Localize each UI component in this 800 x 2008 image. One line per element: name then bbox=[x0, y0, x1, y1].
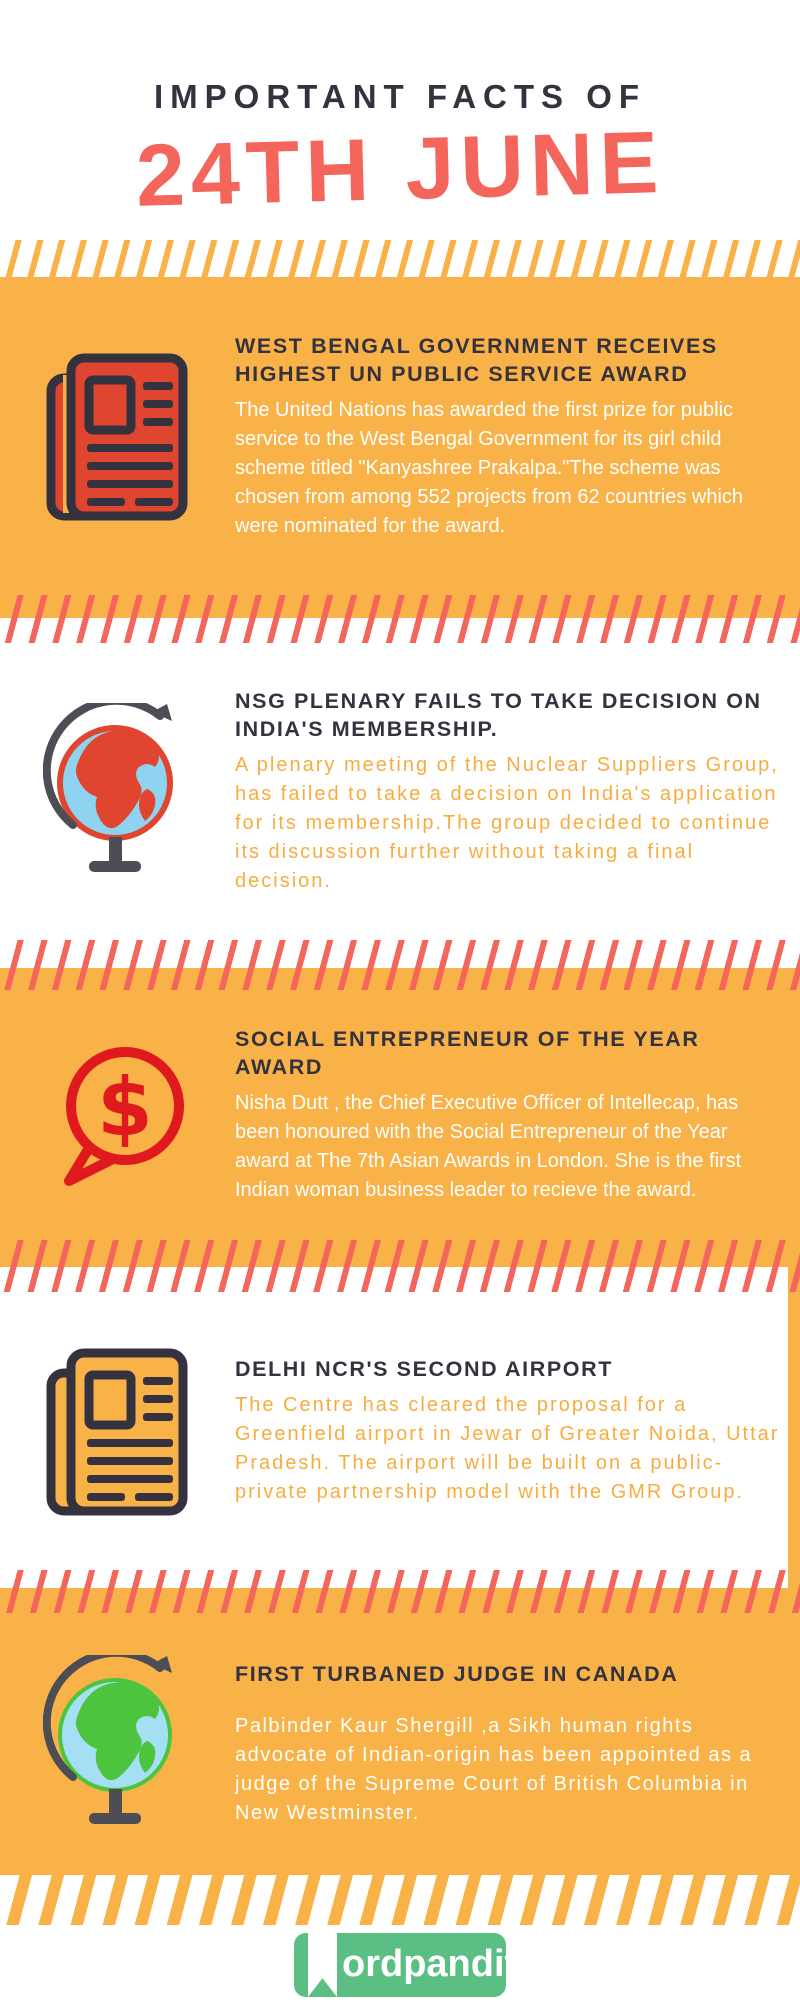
bookmark-w-icon bbox=[308, 1925, 337, 1997]
section-heading: WEST BENGAL GOVERNMENT RECEIVES HIGHEST UN PUBLIC SERVICE AWARD bbox=[235, 333, 718, 386]
newspaper-icon bbox=[43, 1341, 193, 1521]
logo-wordmark: ordpandit bbox=[342, 1943, 518, 1985]
section-west-bengal-award bbox=[0, 277, 800, 595]
section-social-entrepreneur-award bbox=[0, 990, 800, 1240]
stripe-divider bbox=[0, 1875, 800, 1925]
section-body: A plenary meeting of the Nuclear Suppliers Group, has failed to take a decision on India's application for its membership.The group decided to continue its discussion further without taking a final decision. bbox=[235, 754, 779, 892]
page-title-date: 24TH JUNE bbox=[134, 112, 666, 225]
section-heading: FIRST TURBANED JUDGE IN CANADA bbox=[235, 1662, 679, 1686]
stripe-divider bbox=[0, 940, 800, 990]
section-body: Palbinder Kaur Shergill ,a Sikh human rights advocate of Indian-origin has been appointed as a judge of the Supreme Court of British Columbia in New Westminster. bbox=[235, 1715, 753, 1824]
diagonal-stripes bbox=[0, 240, 800, 277]
section-heading: DELHI NCR'S SECOND AIRPORT bbox=[235, 1357, 613, 1381]
section-nsg-plenary bbox=[0, 643, 800, 940]
dollar-speech-bubble-icon bbox=[43, 1040, 193, 1190]
section-heading: SOCIAL ENTREPRENEUR OF THE YEAR AWARD bbox=[235, 1027, 700, 1079]
newspaper-icon bbox=[43, 346, 193, 526]
footer bbox=[0, 1933, 800, 2008]
svg-text:$: $ bbox=[96, 1061, 153, 1154]
section-body: The United Nations has awarded the first prize for public service to the West Bengal Government for its girl child scheme titled "Kanyashree Prakalpa."The scheme was chosen from among 552 projects from 62 countries which were nominated for the award. bbox=[235, 398, 744, 537]
diagonal-stripes bbox=[0, 1570, 800, 1613]
globe-icon bbox=[43, 703, 193, 881]
diagonal-stripes bbox=[0, 940, 800, 990]
section-first-turbaned-judge bbox=[0, 1613, 800, 1875]
wordpandit-logo[interactable] bbox=[294, 1933, 518, 1997]
diagonal-stripes bbox=[0, 595, 800, 643]
diagonal-stripes bbox=[0, 1240, 800, 1292]
header bbox=[0, 0, 800, 240]
section-body: Nisha Dutt , the Chief Executive Officer of Intellecap, has been honoured with the Social Entrepreneur of the Year award at The 7th Asian Awards in London. She is the first Indian woman business leader to recieve the award. bbox=[235, 1092, 742, 1201]
section-delhi-second-airport bbox=[0, 1292, 800, 1570]
section-heading: NSG PLENARY FAILS TO TAKE DECISION ON INDIA'S MEMBERSHIP. bbox=[235, 689, 762, 741]
diagonal-stripes bbox=[0, 1875, 800, 1925]
stripe-divider bbox=[0, 1570, 800, 1613]
stripe-divider bbox=[0, 1240, 800, 1292]
page-title-kicker: IMPORTANT FACTS OF bbox=[153, 78, 647, 115]
globe-icon bbox=[43, 1655, 193, 1833]
stripe-divider bbox=[0, 595, 800, 643]
section-body: The Centre has cleared the proposal for a Greenfield airport in Jewar of Greater Noida, Uttar Pradesh. The airport will be built on a public-private partnership model with the GMR Group. bbox=[235, 1394, 780, 1503]
stripe-divider bbox=[0, 240, 800, 277]
